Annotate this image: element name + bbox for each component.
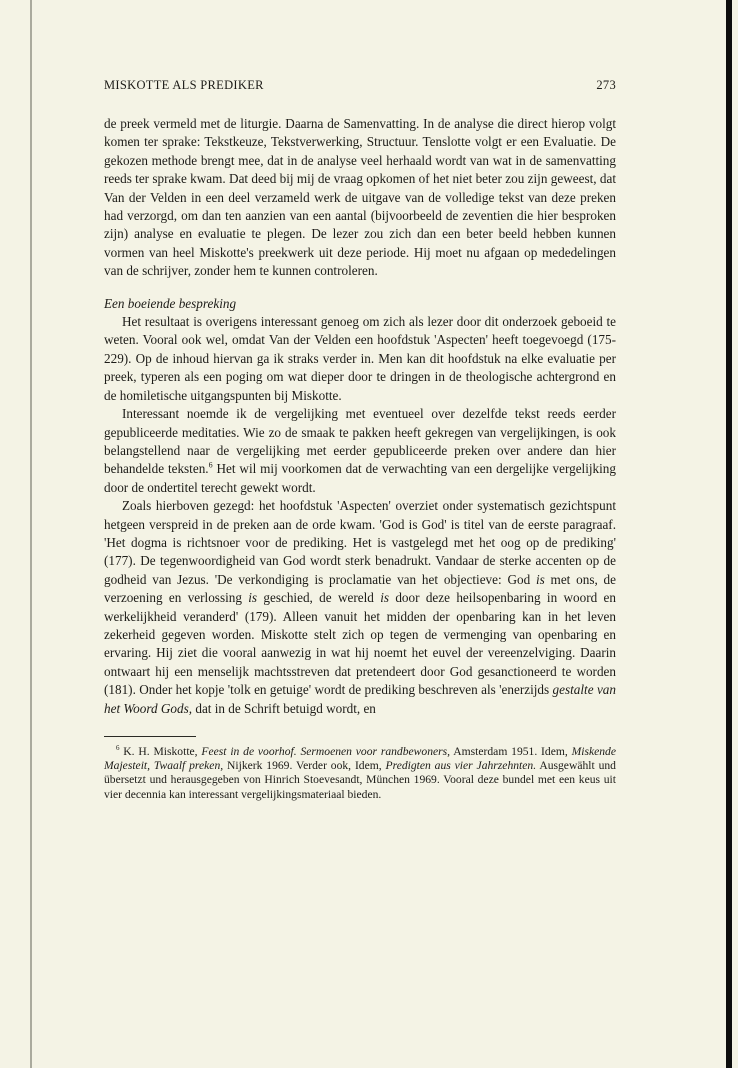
footnote-text-2: Amsterdam 1951. Idem, xyxy=(450,745,572,758)
running-title: MISKOTTE ALS PREDIKER xyxy=(104,78,264,92)
footnote-title-1: Feest in de voorhof. Sermoenen voor randbewoners, xyxy=(201,745,451,758)
emphasis-is-3: is xyxy=(380,590,389,606)
paragraph-1: de preek vermeld met de liturgie. Daarna de Samenvatting. In de analyse die direct hierop volgt komen ter sprake: Tekstkeuze, Tekstverwerking, Structuur. Tenslotte volgt er een Evaluatie. De gekozen methode brengt mee, dat in de analyse veel herhaald wordt van wat in de samenvatting reeds ter sprake kwam. Dat deed bij mij de vraag opkomen of het niet beter zou zijn geweest, dat Van der Velden in een deel verzameld werk de uitgave van de volledige tekst van deze preken had verzorgd, om dan ten aanzien van een aantal (bijvoorbeeld de zeventien die hier besproken zijn) analyse en evaluatie te plegen. De lezer zou zich dan een beter beeld hebben kunnen vormen van heel Miskotte's preekwerk uit deze periode. Hij moet nu afgaan op mededelingen van de schrijver, zonder hem te kunnen controleren. xyxy=(104,116,616,279)
paragraph-4-part-2: met ons, de verzoening en verlossing xyxy=(104,571,616,606)
page-number: 273 xyxy=(596,78,616,92)
paragraph-4-part-3: geschied, de wereld xyxy=(257,590,381,606)
footnote-text-1: K. H. Miskotte, xyxy=(119,745,202,758)
footnote-mark: 6 xyxy=(116,744,120,753)
footnote-reference[interactable]: 6 xyxy=(208,460,213,470)
paragraph-2: Het resultaat is overigens interessant genoeg om zich als lezer door dit onderzoek geboeid te weten. Vooral ook wel, omdat Van der Velden een hoofdstuk 'Aspecten' heeft toegevoegd (175-229). Op de inhoud hiervan ga ik straks verder in. Men kan dit hoofdstuk na elke evaluatie per preek, typeren als een poging om wat dieper door te dringen in de theologische achtergrond en de homiletische uitgangspunten bij Miskotte. xyxy=(104,314,616,403)
emphasis-gestalte: gestalte van het Woord Gods, xyxy=(104,682,616,716)
book-page xyxy=(104,78,616,802)
paragraph-4-part-4: door deze heilsopenbaring in woord en werkelijkheid veranderd' (179). Alleen vanuit het midden der openbaring kan in het leven zekerheid gegeven worden. Miskotte stelt zich op tegen de vermenging van openbaring en ervaring. Hij ziet die vooral aanwezig in wat hij noemt het euvel der vereenzelviging. Daarin ontwaart hij een menselijk machtsstreven dat pretendeert door God gesanctioneerd te worden (181). Onder het kopje 'tolk en getuige' wordt de prediking beschreven als 'enerzijds xyxy=(104,590,616,698)
footnote-title-2: Miskende Majesteit, Twaalf preken, xyxy=(104,745,617,773)
footnote-divider xyxy=(104,736,196,737)
scan-left-edge xyxy=(30,0,32,1068)
footnote-text-4: Ausgewählt und übersetzt und herausgegeben von Hinrich Stoevesandt, München 1969. Vooral deze bundel met een keus uit vier decennia kan interessant vergelijkingsmateriaal bieden. xyxy=(104,759,616,801)
footnote-text-3: Nijkerk 1969. Verder ook, Idem, xyxy=(223,759,386,773)
paragraph-3-text-b: Het wil mij voorkomen dat de verwachting van een dergelijke vergelijking door de ondertitel terecht gewekt wordt. xyxy=(104,461,616,495)
emphasis-is-2: is xyxy=(248,590,258,606)
footnote-6 xyxy=(104,745,616,802)
paragraph-3-text-a: Interessant noemde ik de vergelijking met eventueel over dezelfde tekst reeds eerder gepubliceerde meditaties. Wie zo de smaak te pakken heeft gekregen van vergelijkingen, is ook belangstellend naar de vergelijking met eerder gepubliceerde preken over andere dan hier behandelde teksten. xyxy=(104,406,616,477)
section-heading: Een boeiende bespreking xyxy=(104,295,237,311)
running-head xyxy=(104,78,616,93)
footnote-title-3: Predigten aus vier Jahrzehnten. xyxy=(385,759,537,773)
paragraph-4-part-5: dat in de Schrift betuigd wordt, en xyxy=(192,700,376,716)
body-text xyxy=(104,115,616,718)
emphasis-is-1: is xyxy=(535,571,545,587)
scan-right-edge xyxy=(726,0,732,1068)
paragraph-3 xyxy=(104,405,616,497)
paragraph-4-part-1: Zoals hierboven gezegd: het hoofdstuk 'Aspecten' overziet onder systematisch gezichtspunt hetgeen verspreid in de preken aan de orde kwam. 'God is God' is titel van de eerste paragraaf. 'Het dogma is richtsnoer voor de prediking. Het is vastgelegd met het oog op de prediking' (177). De tegenwoordigheid van God wordt sterk benadrukt. Vandaar de sterke accenten op de godheid van Jezus. 'De verkondiging is proclamatie van het objectieve: God xyxy=(104,498,616,587)
paragraph-4 xyxy=(104,497,616,718)
